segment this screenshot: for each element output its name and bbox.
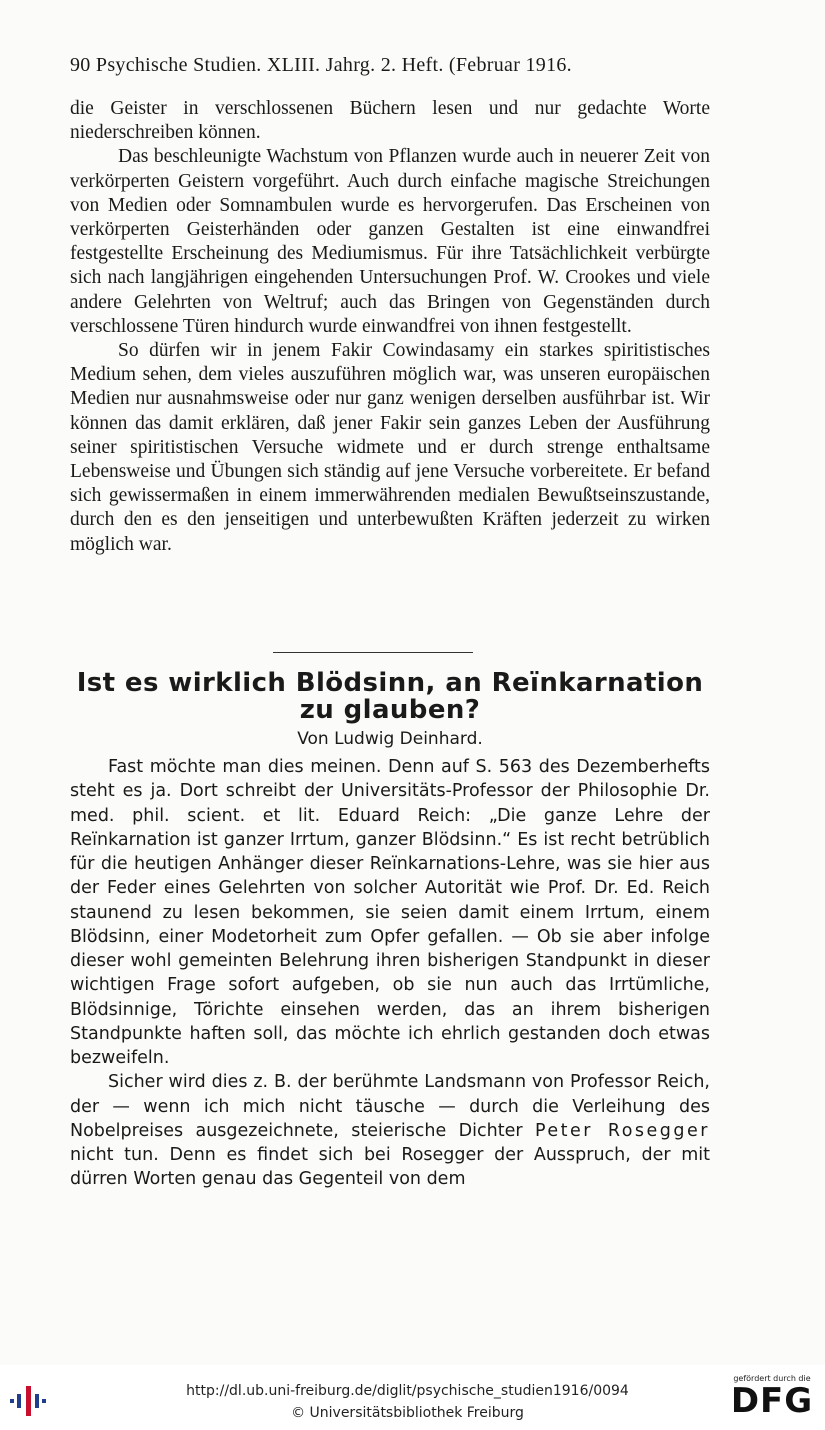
source-url-link[interactable]: http://dl.ub.uni-freiburg.de/diglit/psychische_studien1916/0094 [186, 1383, 629, 1399]
paragraph: Fast möchte man dies meinen. Denn auf S. 563 des Dezemberhefts steht es ja. Dort schreibt der Universitäts-Professor der Philosophie Dr. med. phil. scient. et lit. Eduard Reich: „Die ganze Lehre der Reïnkarnation ist ganzer Irrtum, ganzer Blödsinn.“ Es ist recht betrüblich für die heutigen Anhänger dieser Reïnkarnations-Lehre, was sie hier aus der Feder eines Gelehrten von solcher Autorität wie Prof. Dr. Ed. Reich staunend zu lesen bekommen, sie seien damit einem Irrtum, einem Blödsinn, einer Modetorheit zum Opfer gefallen. — Ob sie aber infolge dieser wohl gemeinten Belehrung ihren bisherigen Standpunkt in dieser wichtigen Frage sofort aufgeben, ob sie nun auch das Irrtümliche, Blödsinnige, Törichte einsehen werden, das an ihrem bisherigen Standpunkte haften soll, das möchte ich ehrlich gestanden doch etwas bezweifeln. [70, 757, 710, 1068]
funding-note: gefördert durch die [733, 1374, 811, 1383]
article-title [60, 670, 720, 724]
dfg-logo[interactable]: DFG [730, 1381, 814, 1421]
dfg-funding [726, 1374, 818, 1419]
paragraph: So dürfen wir in jenem Fakir Cowindasamy ein starkes spiritistisches Medium sehen, dem vieles auszuführen möglich war, was unseren europäischen Medien nur ausnahmsweise oder nur ganz wenigen derselben ausführbar ist. Wir können das damit erklären, daß jener Fakir sein ganzes Leben der Ausführung seiner spiritistischen Versuche widmete und er durch strenge enthaltsame Lebensweise und Übungen sich ständig auf jene Versuche vorbereitete. Er befand sich gewissermaßen in einem immerwährenden medialen Bewußtseinszustande, durch den es den jenseitigen und unterbewußten Kräften jederzeit zu wirken möglich war. [70, 340, 710, 555]
text-run: Sicher wird dies z. B. der berühmte Landsmann von Professor Reich, der — wenn ich mich nicht täusche — durch die Verleihung des Nobelpreises ausgezeichnete, steierische Dichter [70, 1072, 710, 1141]
article-byline: Von Ludwig Deinhard. [297, 729, 483, 749]
section-divider [273, 652, 473, 653]
author-name: Peter Rosegger [534, 1120, 710, 1141]
viewer-footer [0, 1370, 825, 1430]
ub-freiburg-logo-icon [8, 1382, 52, 1420]
article-title-line: zu glauben? [299, 695, 481, 725]
paragraph: die Geister in verschlossenen Büchern lesen und nur gedachte Worte niederschreiben können. [70, 98, 710, 144]
previous-article-text [70, 97, 710, 557]
article-title-line: Ist es wirklich Blödsinn, an Reïnkarnation [76, 668, 704, 698]
paragraph [70, 1070, 710, 1191]
text-run: nicht tun. Denn es findet sich bei Rosegger der Ausspruch, der mit dürren Worten genau das Gegenteil von dem [70, 1145, 710, 1190]
paragraph: Das beschleunigte Wachstum von Pflanzen wurde auch in neuerer Zeit von verkörperten Geistern vorgeführt. Auch durch einfache magische Streichungen von Medien oder Somnambulen wurde es hervorgerufen. Das Erscheinen von verkörperten Geisterhänden oder ganzen Gestalten ist eine einwandfrei festgestellte Erscheinung des Mediumismus. Für ihre Tatsächlichkeit verbürgte sich nach langjährigen eingehenden Untersuchungen Prof. W. Crookes und viele andere Gelehrten von Weltruf; auch das Bringen von Gegenständen durch verschlossene Türen hindurch wurde einwandfrei von ihnen festgestellt. [70, 146, 710, 337]
running-head: 90 Psychische Studien. XLIII. Jahrg. 2. Heft. (Februar 1916. [70, 54, 572, 76]
copyright-notice: © Universitätsbibliothek Freiburg [291, 1405, 524, 1421]
article-text [70, 755, 710, 1192]
